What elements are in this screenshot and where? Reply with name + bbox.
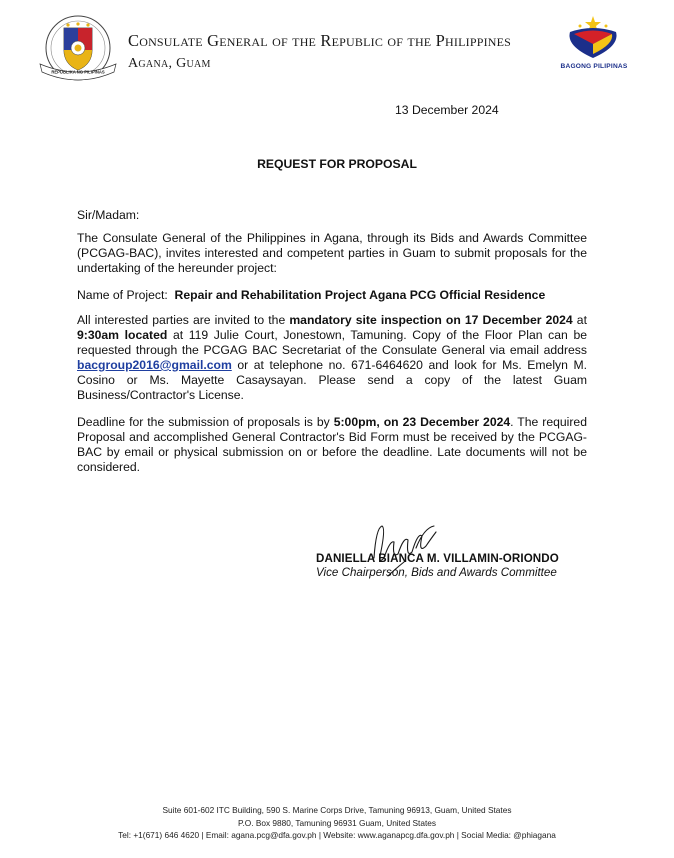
seal-ribbon xyxy=(38,58,118,80)
project-name: Repair and Rehabilitation Project Agana PCG Official Residence xyxy=(174,288,546,302)
inspection-text-3: at 119 Julie Court, Jonestown, Tamuning. Copy of the Floor Plan can be requested through the PCGAG BAC Secretariat of the Consulate General via email address xyxy=(77,328,587,357)
signatory-block xyxy=(316,552,559,579)
seal-ribbon-text: REPUBLIKA NG PILIPINAS xyxy=(51,69,105,75)
deadline-datetime: 5:00pm, on 23 December 2024 xyxy=(333,415,511,429)
inspection-text-1: All interested parties are invited to the xyxy=(77,313,290,327)
letterhead-location: Agana, Guam xyxy=(128,56,211,71)
letterhead-title: Consulate General of the Republic of the Philippines xyxy=(128,31,512,50)
deadline-paragraph xyxy=(77,415,587,475)
inspection-paragraph xyxy=(77,313,587,403)
signatory-title: Vice Chairperson, Bids and Awards Committee xyxy=(316,566,557,579)
footer xyxy=(0,804,674,842)
salutation: Sir/Madam: xyxy=(77,208,140,222)
email-link[interactable]: bacgroup2016@gmail.com xyxy=(77,358,232,372)
intro-paragraph: The Consulate General of the Philippines in Agana, through its Bids and Awards Committee (PCGAG-BAC), invites interested and competent parties in Guam to submit proposals for the undertaking of the hereunder project: xyxy=(77,231,587,275)
inspection-date: mandatory site inspection on 17 December 2024 xyxy=(289,313,573,327)
project-line xyxy=(77,288,587,303)
footer-contact: Tel: +1(671) 646 4620 | Email: agana.pcg@dfa.gov.ph | Website: www.aganapcg.dfa.gov.ph | Social Media: @phiagana xyxy=(118,830,556,840)
letter-date: 13 December 2024 xyxy=(395,103,499,117)
footer-po-box: P.O. Box 9880, Tamuning 96931 Guam, United States xyxy=(237,817,437,828)
footer-address: Suite 601-602 ITC Building, 590 S. Marine Corps Drive, Tamuning 96913, Guam, United States xyxy=(162,805,512,815)
letterhead xyxy=(128,31,511,72)
project-label: Name of Project: xyxy=(77,288,168,302)
document-title: REQUEST FOR PROPOSAL xyxy=(257,157,417,171)
bagong-pilipinas-logo-icon xyxy=(562,12,624,62)
inspection-text-4: or at telephone no. 671-6464620 and look for Ms. Emelyn M. Cosino or Ms. Mayette Casaysayan. Please send a copy of the latest Guam Business/Contractor's License. xyxy=(77,358,587,402)
inspection-text-2: at xyxy=(572,313,587,327)
signatory-name: DANIELLA BIANCA M. VILLAMIN-ORIONDO xyxy=(316,552,559,565)
inspection-time: 9:30am located xyxy=(77,328,168,342)
deadline-text-2: . The required Proposal and accomplished General Contractor's Bid Form must be received by the PCGAG-BAC by email or physical submission on or before the deadline. Late documents will not be considered. xyxy=(77,415,587,474)
deadline-text-1: Deadline for the submission of proposals is by xyxy=(77,415,334,429)
bagong-pilipinas-label: BAGONG PILIPINAS xyxy=(560,63,628,70)
